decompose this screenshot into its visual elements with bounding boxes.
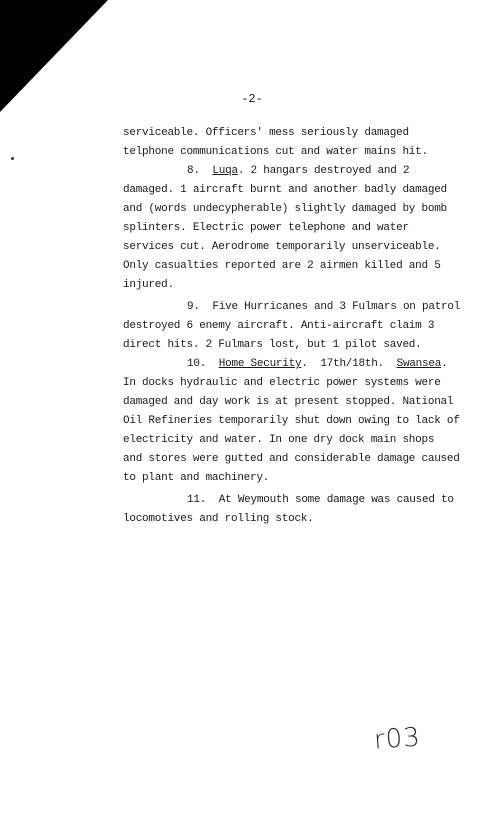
paragraph-first-line xyxy=(123,491,454,510)
text-line: damaged and day work is at present stopped. National xyxy=(123,396,454,408)
page-number: -2- xyxy=(241,92,263,106)
scan-speck xyxy=(11,157,14,160)
paragraph-8 xyxy=(123,162,447,295)
text-line: telphone communications cut and water mains hit. xyxy=(123,146,428,158)
text-line: damaged. 1 aircraft burnt and another badly damaged xyxy=(123,184,447,196)
paragraph-11 xyxy=(123,491,454,529)
text-line: and (words undecypherable) slightly damaged by bomb xyxy=(123,203,447,215)
paragraph-first-line xyxy=(123,162,443,181)
text-line: injured. xyxy=(123,279,174,291)
paragraph-first-line xyxy=(123,355,448,374)
text-line: splinters. Electric power telephone and water xyxy=(123,222,409,234)
text-line: to plant and machinery. xyxy=(123,472,270,484)
paragraph-first-line-text: Five Hurricanes and 3 Fulmars on patrol xyxy=(212,301,461,313)
handwritten-mark: r03 xyxy=(373,722,422,756)
text-line: and stores were gutted and considerable damage caused xyxy=(123,453,460,465)
text-line: In docks hydraulic and electric power systems were xyxy=(123,377,441,389)
paragraph-heading-location: Swansea xyxy=(396,358,442,370)
text-line: services cut. Aerodrome temporarily unserviceable. xyxy=(123,241,441,253)
paragraph-mid-text: . 17th/18th. xyxy=(301,358,397,370)
paragraph-number: 9. xyxy=(187,301,200,313)
paragraph-first-line-text: At Weymouth some damage was caused to xyxy=(218,494,454,506)
text-line: locomotives and rolling stock. xyxy=(123,513,314,525)
paragraph-heading: Home Security xyxy=(218,358,302,370)
paragraph-first-line-text: . xyxy=(441,358,448,370)
paragraph-continuation xyxy=(123,124,443,162)
paragraph-number: 8. xyxy=(187,165,200,177)
paragraph-first-line-text: . 2 hangars destroyed and 2 xyxy=(237,165,410,177)
paragraph-first-line xyxy=(123,298,461,317)
paragraph-number: 11. xyxy=(187,494,207,506)
text-line: Only casualties reported are 2 airmen killed and 5 xyxy=(123,260,441,272)
paragraph-number: 10. xyxy=(187,358,207,370)
text-line: electricity and water. In one dry dock main shops xyxy=(123,434,435,446)
text-line: direct hits. 2 Fulmars lost, but 1 pilot saved. xyxy=(123,339,422,351)
paragraph-10 xyxy=(123,355,460,488)
text-line: serviceable. Officers' mess seriously damaged xyxy=(123,127,409,139)
paragraph-heading: Luqa xyxy=(212,165,238,177)
text-line: Oil Refineries temporarily shut down owing to lack of xyxy=(123,415,460,427)
document-body xyxy=(123,124,461,529)
paragraph-9 xyxy=(123,298,461,355)
text-line: destroyed 6 enemy aircraft. Anti-aircraft claim 3 xyxy=(123,320,435,332)
